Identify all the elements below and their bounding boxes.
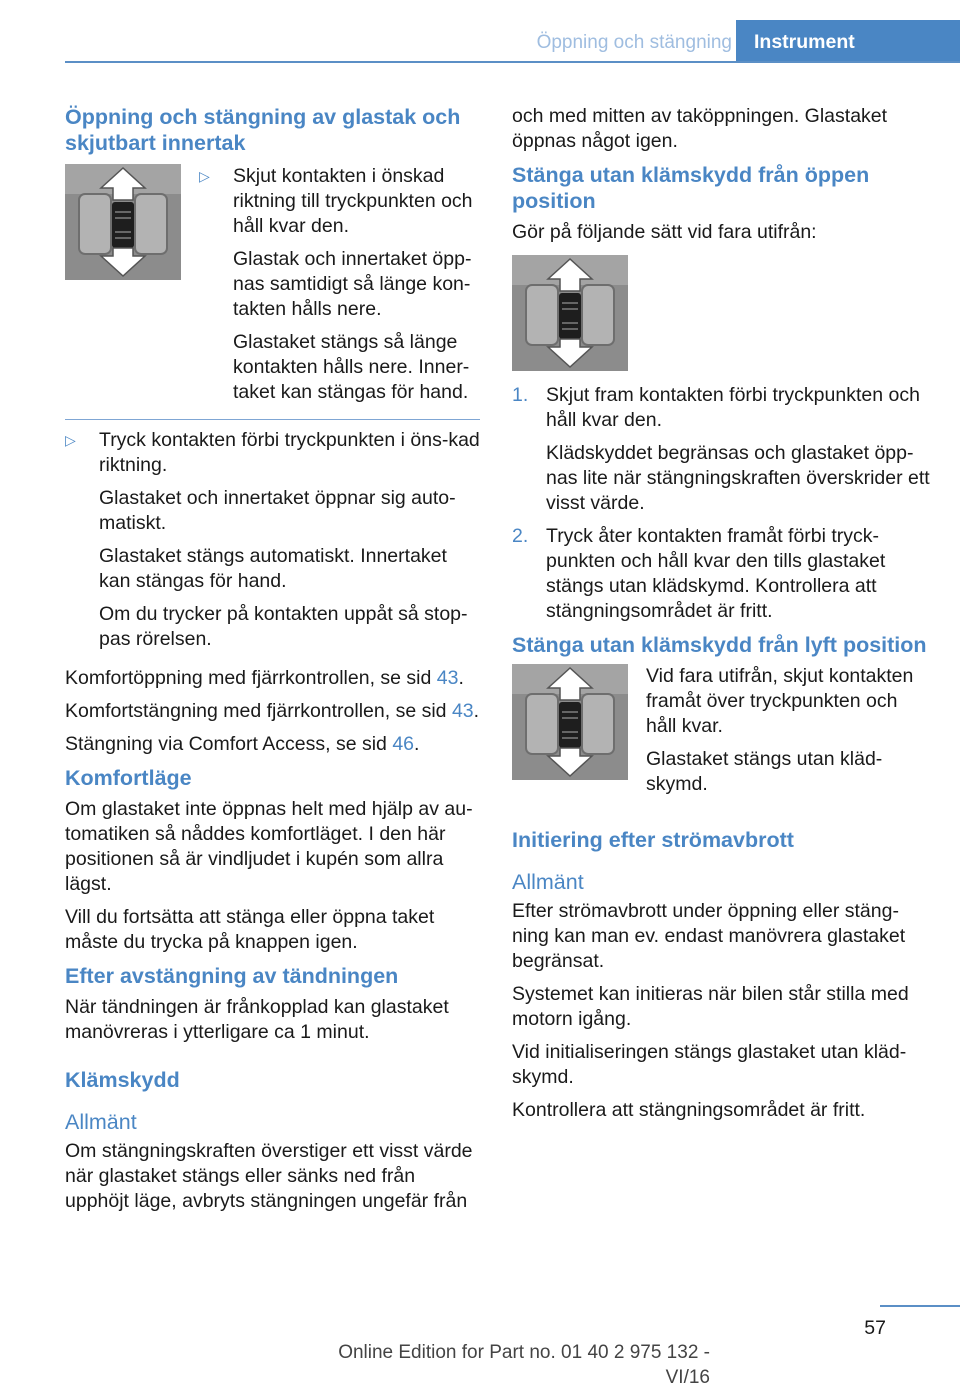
- step-number: 1.: [512, 384, 529, 406]
- lyft-text-2: Glastaket stängs utan kläd-skymd.: [646, 748, 883, 795]
- left-column: [65, 104, 480, 1222]
- bullet-item-2: [65, 428, 480, 652]
- comfort-close-ref: Komfortstängning med fjärrkontrollen, se sid 43.: [65, 700, 480, 722]
- efter-text: När tändningen är frånkopplad kan glastaket manövreras i ytterligare ca 1 minut.: [65, 996, 449, 1043]
- comfort-open-ref: Komfortöppning med fjärrkontrollen, se sid 43.: [65, 667, 464, 689]
- heading-klamskydd: Klämskydd: [65, 1068, 180, 1092]
- bullet-2-text-1: Tryck kontakten förbi tryckpunkten i öns-kad riktning.: [99, 429, 480, 476]
- komfort-text-1: Om glastaket inte öppnas helt med hjälp av au-tomatiken så nåddes komfortläget. I den här positionen så är vindljudet i kupén som allra lägst.: [65, 798, 473, 895]
- roof-switch-image: [65, 164, 181, 280]
- bullet-2-text-3: Glastaket stängs automatiskt. Innertaket kan stängas för hand.: [99, 545, 447, 592]
- init-text-4: Kontrollera att stängningsområdet är fritt.: [512, 1099, 866, 1121]
- step-1-text-1: Skjut fram kontakten förbi tryckpunkten och håll kvar den.: [546, 384, 920, 431]
- heading-komfortlage: Komfortläge: [65, 766, 192, 790]
- bullet-2-text-2: Glastaket och innertaket öppnar sig auto-matiskt.: [99, 487, 456, 534]
- bullet-1-text-1: Skjut kontakten i önskad riktning till tryckpunkten och håll kvar den.: [233, 165, 473, 237]
- bullet-item-1: [199, 164, 480, 413]
- chapter-tab: Instrument: [736, 20, 960, 62]
- page-link-43a[interactable]: 43: [436, 667, 459, 689]
- komfort-text-2: Vill du fortsätta att stänga eller öppna taket måste du trycka på knappen igen.: [65, 906, 435, 953]
- allmant-text: Om stängningskraften överstiger ett visst värde när glastaket stängs eller sänks ned från upphöjt läge, avbryts stängningen ungefär från: [65, 1140, 473, 1212]
- numbered-step-2: [512, 524, 932, 624]
- lyft-text-1: Vid fara utifrån, skjut kontakten framåt över tryckpunkten och håll kvar.: [646, 665, 914, 737]
- init-text-1: Efter strömavbrott under öppning eller stäng-ning kan man ev. endast manövrera glastaket begränsat.: [512, 900, 906, 972]
- heading-lyft-position: Stänga utan klämskydd från lyft position: [512, 633, 927, 657]
- page-link-43b[interactable]: 43: [451, 700, 474, 722]
- comfort-access-ref: Stängning via Comfort Access, se sid 46.: [65, 733, 420, 755]
- oppen-intro: Gör på följande sätt vid fara utifrån:: [512, 221, 817, 243]
- heading-initiering: Initiering efter strömavbrott: [512, 828, 794, 852]
- roof-switch-image: [512, 664, 628, 780]
- header-rule: [65, 61, 960, 63]
- triangle-bullet-icon: ▷: [65, 432, 76, 448]
- step-2-text: Tryck åter kontakten framåt förbi tryck-punkten och håll kvar den tills glastaket stängs utan klädskymd. Kontrollera att stängningsområdet är fritt.: [546, 525, 886, 622]
- bullet-2-text-4: Om du trycker på kontakten uppåt så stop-pas rörelsen.: [99, 603, 468, 650]
- right-column: [512, 104, 932, 1131]
- bullet-1-text-3: Glastaket stängs så länge kontakten hålls nere. Inner-taket kan stängas för hand.: [233, 331, 470, 403]
- roof-switch-image: [512, 255, 932, 371]
- switch-figure-row-1: [65, 164, 480, 413]
- edition-footer: Online Edition for Part no. 01 40 2 975 132 - VI/16: [338, 1342, 710, 1388]
- running-header-section: Öppning och stängning: [536, 32, 732, 53]
- step-number: 2.: [512, 525, 529, 547]
- heading-oppen-position: Stänga utan klämskydd från öppen position: [512, 163, 870, 213]
- init-text-3: Vid initialiseringen stängs glastaket utan kläd-skymd.: [512, 1041, 907, 1088]
- heading-glastak: Öppning och stängning av glastak och skjutbart innertak: [65, 105, 461, 155]
- page-link-46[interactable]: 46: [392, 733, 415, 755]
- lyft-text-block: [646, 664, 932, 805]
- footer-rule: [880, 1305, 960, 1307]
- heading-allmant: Allmänt: [65, 1110, 137, 1134]
- numbered-step-1: [512, 383, 932, 516]
- bullet-separator: [65, 419, 480, 420]
- triangle-bullet-icon: ▷: [199, 168, 210, 184]
- page-number: 57: [864, 1317, 886, 1339]
- bullet-1-text-2: Glastak och innertaket öpp-nas samtidigt så länge kon-takten hålls nere.: [233, 248, 472, 320]
- step-1-text-2: Klädskyddet begränsas och glastaket öpp-nas lite när stängningskraften överskrider ett visst värde.: [546, 442, 930, 514]
- heading-allmant-2: Allmänt: [512, 870, 584, 894]
- continued-text: och med mitten av taköppningen. Glastaket öppnas något igen.: [512, 105, 888, 152]
- heading-efter-avstangning: Efter avstängning av tändningen: [65, 964, 399, 988]
- switch-figure-row-2: [512, 664, 932, 805]
- init-text-2: Systemet kan initieras när bilen står stilla med motorn igång.: [512, 983, 909, 1030]
